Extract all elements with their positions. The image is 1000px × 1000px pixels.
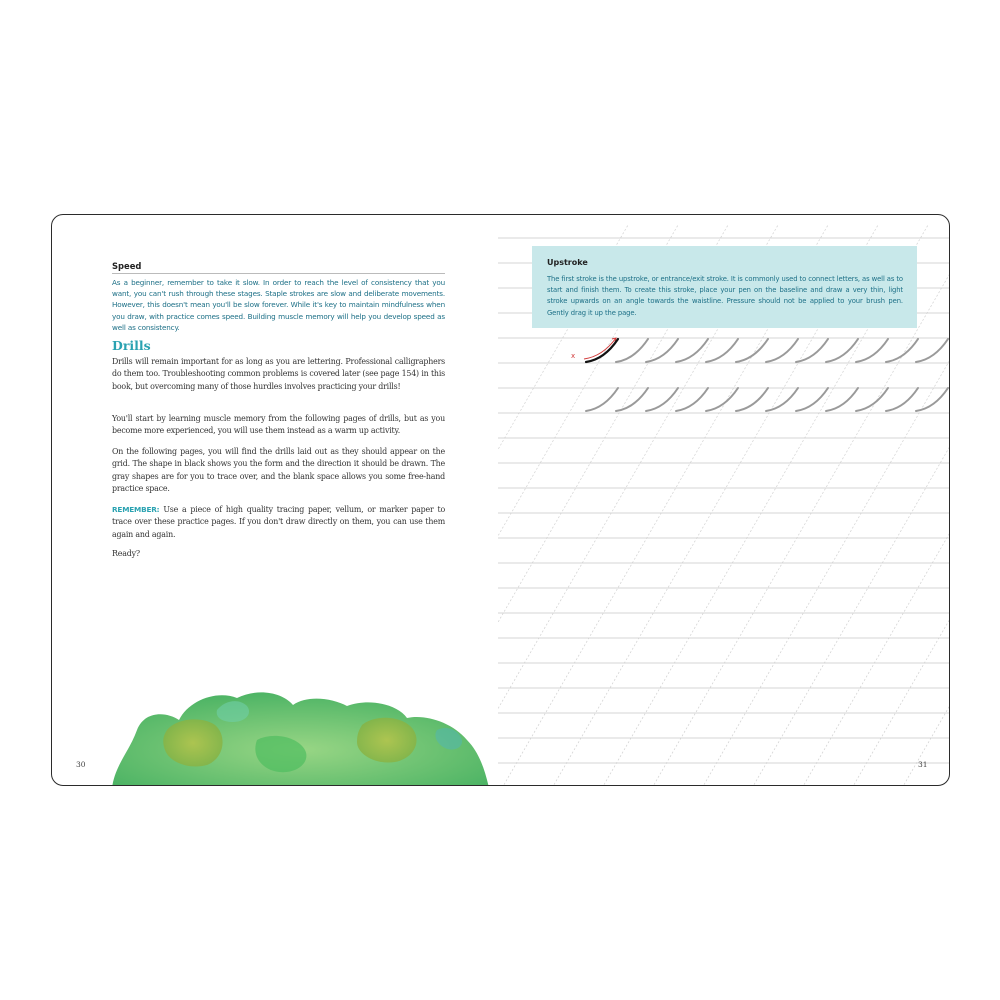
drills-paragraph-3: On the following pages, you will find the drills laid out as they should appear on the grid. The shape in black shows you the form and the direction it should be drawn. The gray shapes are for you to trace over, and the blank space allows you some free-hand practice space.: [112, 447, 445, 493]
upstroke-drill-strokes: [498, 215, 949, 785]
start-marker: x: [571, 352, 576, 360]
watercolor-splash-illustration: [107, 670, 497, 786]
left-page: [52, 215, 498, 785]
remember-paragraph: [112, 504, 445, 541]
speed-paragraph: As a beginner, remember to take it slow. In order to reach the level of consistency that you want, you can't rush through these stages. Staple strokes are slow and deliberate movements. However, this doesn't mean you'll be slow forever. While it's key to maintain mindfulness when you draw, with practice comes speed. Building muscle memory will help you develop speed as well as consistency.: [112, 278, 445, 332]
trace-upstrokes-row-2: [586, 388, 948, 411]
remember-label: REMEMBER:: [112, 505, 160, 514]
speed-divider: [112, 273, 445, 274]
book-spread: [51, 214, 950, 786]
drills-heading: Drills: [112, 338, 151, 353]
drills-paragraph-2: You'll start by learning muscle memory from the following pages of drills, but as you become more experienced, you will use them instead as a warm up activity.: [112, 414, 445, 436]
drills-paragraph-1: Drills will remain important for as long as you are lettering. Professional calligraphers do them too. Troubleshooting common problems is covered later (see page 154) in this book, but overcoming many of those hurdles involves practicing your drills!: [112, 357, 445, 391]
ready-text: Ready?: [112, 549, 140, 558]
example-upstroke-black: [586, 339, 618, 362]
page-number-left: 30: [76, 760, 86, 769]
page-number-right: 31: [918, 760, 928, 769]
speed-heading: Speed: [112, 261, 142, 271]
upstroke-description: The first stroke is the upstroke, or entrance/exit stroke. It is commonly used to connect letters, as well as to start and finish them. To create this stroke, place your pen on the baseline and draw a very thin, light stroke upwards on an angle towards the waistline. Pressure should not be applied to your brush pen. Gently drag it up the page.: [547, 275, 903, 317]
right-page: [498, 215, 949, 785]
upstroke-heading: Upstroke: [547, 258, 588, 267]
remember-text: Use a piece of high quality tracing paper, vellum, or marker paper to trace over these practice pages. If you don't draw directly on them, you can use them again and again.: [112, 505, 445, 539]
trace-upstrokes-row-1: [616, 339, 948, 362]
